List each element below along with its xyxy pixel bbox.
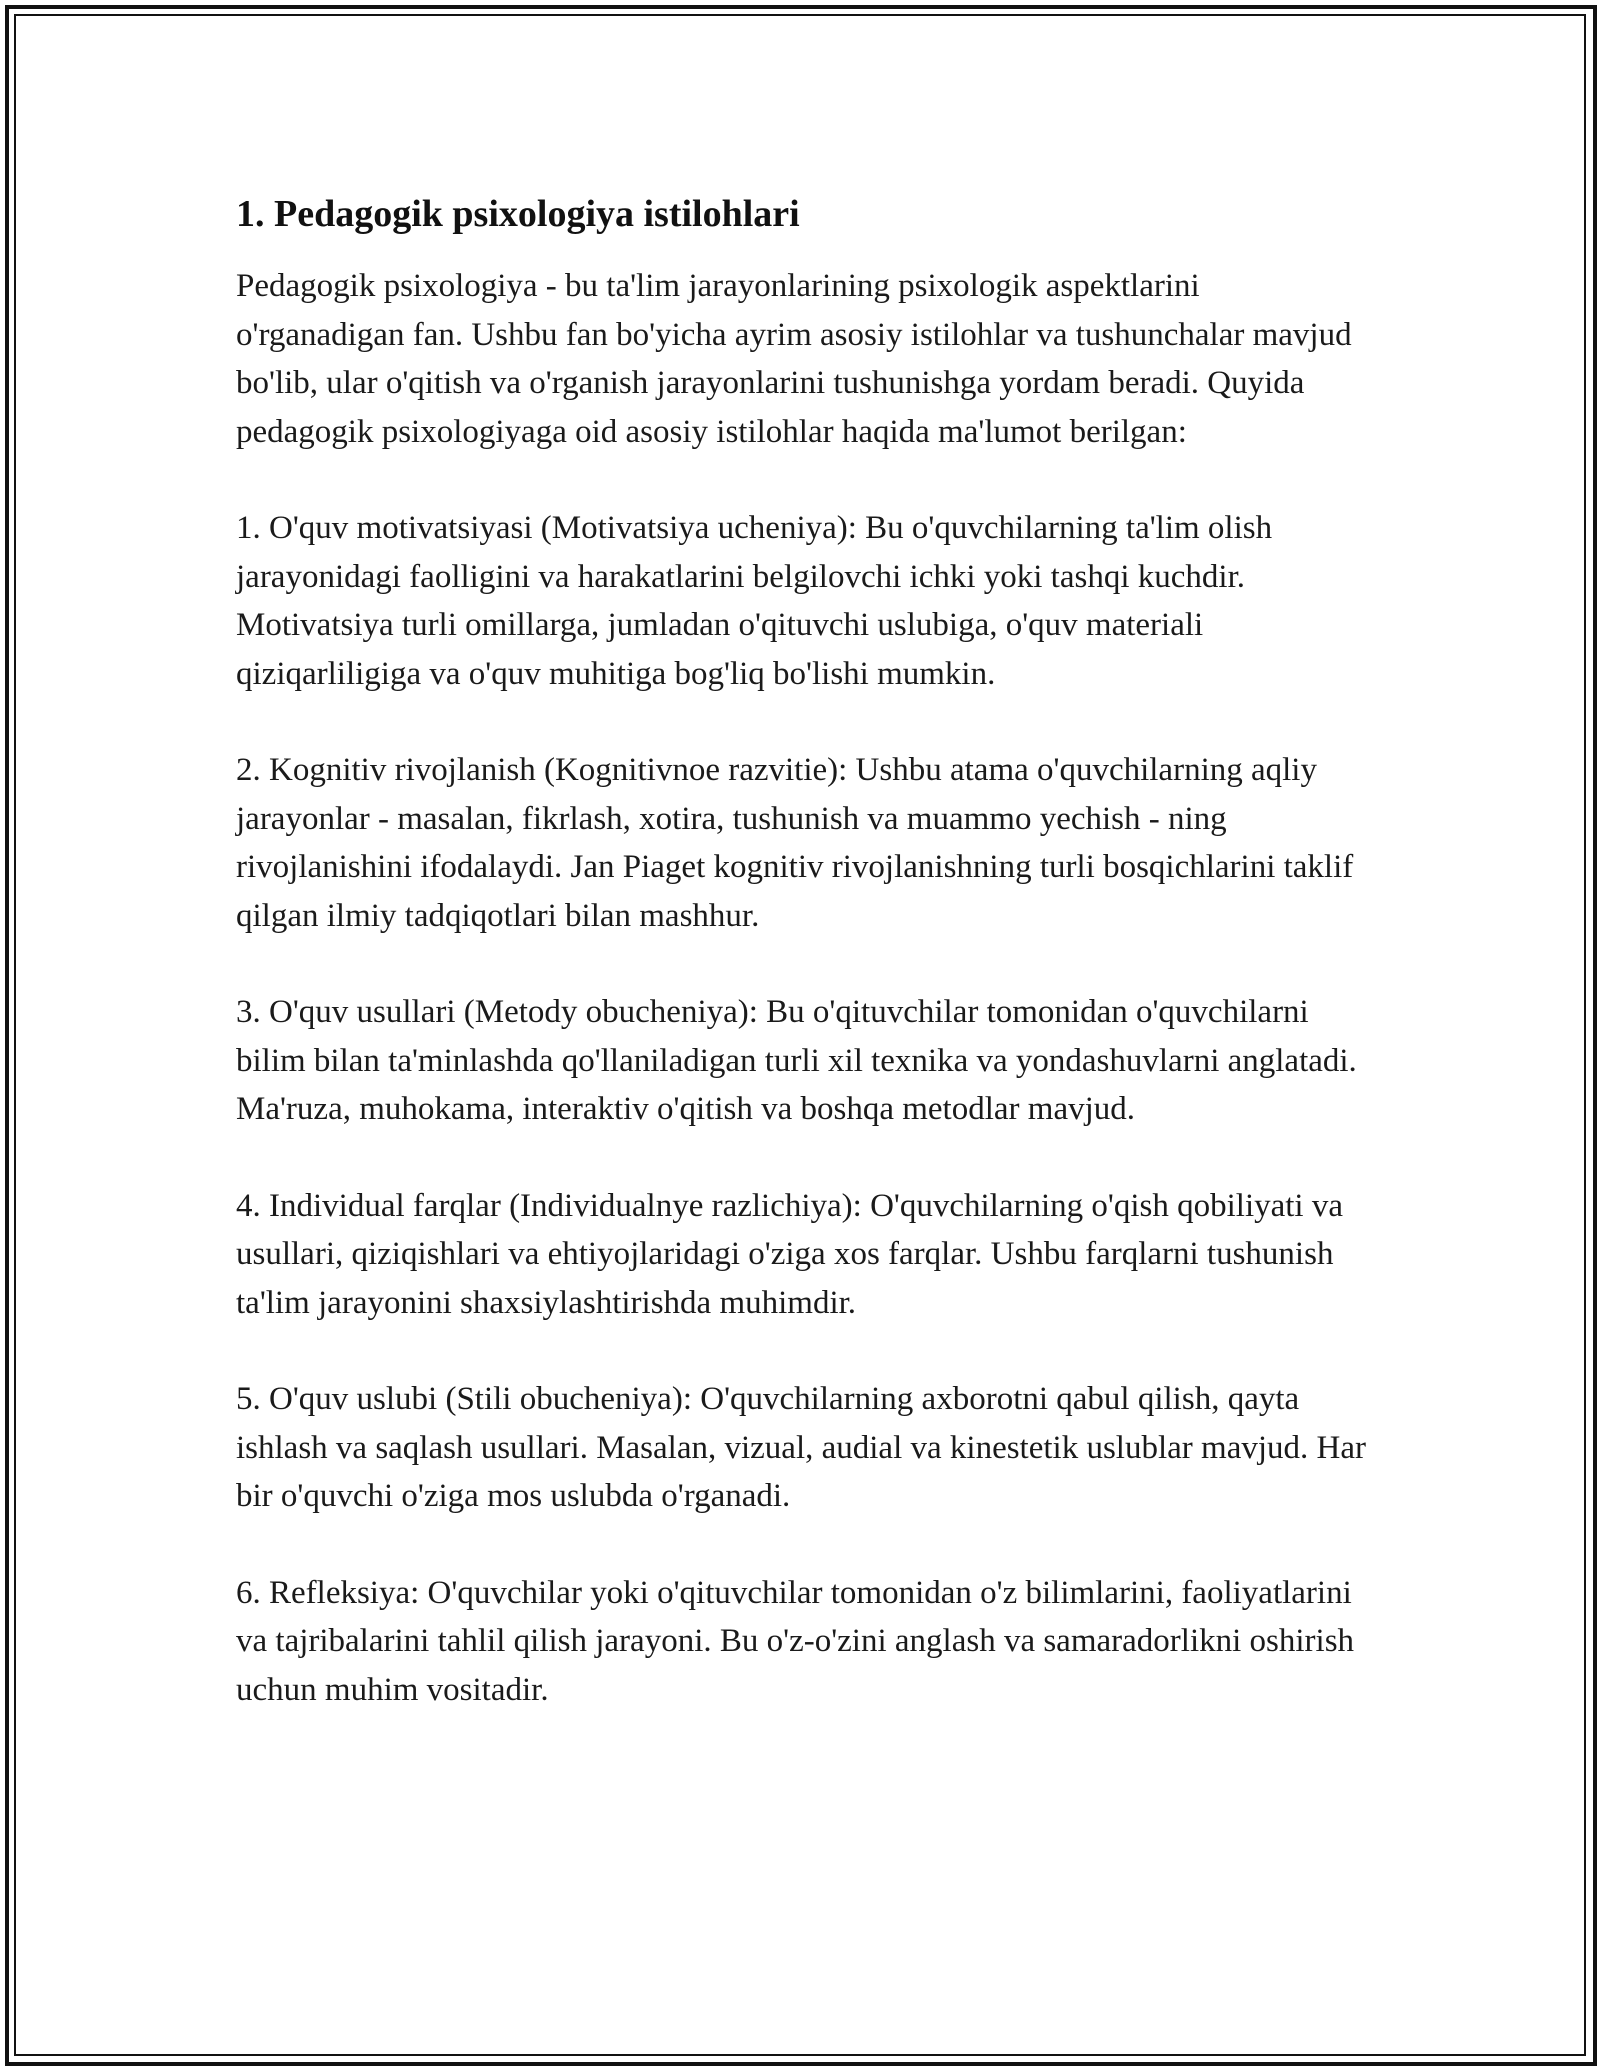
document-title: 1. Pedagogik psixologiya istilohlari [236, 193, 800, 235]
term-item-5: 5. O'quv uslubi (Stili obucheniya): O'quvchilarning axborotni qabul qilish, qayta ishlash va saqlash usullari. Masalan, vizual, audial va kinestetik uslublar mavjud. Har bir o'quvchi o'ziga mos uslubda o'rganadi. [236, 1381, 1366, 1514]
term-item-4: 4. Individual farqlar (Individualnye razlichiya): O'quvchilarning o'qish qobiliyati va usullari, qiziqishlari va ehtiyojlaridagi o'ziga xos farqlar. Ushbu farqlarni tushunish ta'lim jarayonini shaxsiylashtirishda muhimdir. [236, 1187, 1343, 1321]
term-item-2: 2. Kognitiv rivojlanish (Kognitivnoe razvitie): Ushbu atama o'quvchilarning aqliy jarayonlar - masalan, fikrlash, xotira, tushunish va muammo yechish - ning rivojlanishini ifodalaydi. Jan Piaget kognitiv rivojlanishning turli bosqichlarini taklif qilgan ilmiy tadqiqotlari bilan mashhur. [236, 752, 1354, 934]
document-body [236, 186, 1376, 1762]
term-item-3: 3. O'quv usullari (Metody obucheniya): Bu o'qituvchilar tomonidan o'quvchilarni bilim bilan ta'minlashda qo'llaniladigan turli xil texnika va yondashuvlarni anglatadi. Ma'ruza, muhokama, interaktiv o'qitish va boshqa metodlar mavjud. [236, 994, 1357, 1127]
term-item-6: 6. Refleksiya: O'quvchilar yoki o'qituvchilar tomonidan o'z bilimlarini, faoliyatlarini va tajribalarini tahlil qilish jarayoni. Bu o'z-o'zini anglash va samaradorlikni oshirish uchun muhim vositadir. [236, 1574, 1355, 1708]
intro-paragraph: Pedagogik psixologiya - bu ta'lim jarayonlarining psixologik aspektlarini o'rganadigan fan. Ushbu fan bo'yicha ayrim asosiy istilohlar va tushunchalar mavjud bo'lib, ular o'qitish va o'rganish jarayonlarini tushunishga yordam beradi. Quyida pedagogik psixologiyaga oid asosiy istilohlar haqida ma'lumot berilgan: [236, 268, 1352, 450]
term-item-1: 1. O'quv motivatsiyasi (Motivatsiya ucheniya): Bu o'quvchilarning ta'lim olish jarayonidagi faolligini va harakatlarini belgilovchi ichki yoki tashqi kuchdir. Motivatsiya turli omillarga, jumladan o'qituvchi uslubiga, o'quv materiali qiziqarliligiga va o'quv muhitiga bog'liq bo'lishi mumkin. [236, 510, 1273, 692]
